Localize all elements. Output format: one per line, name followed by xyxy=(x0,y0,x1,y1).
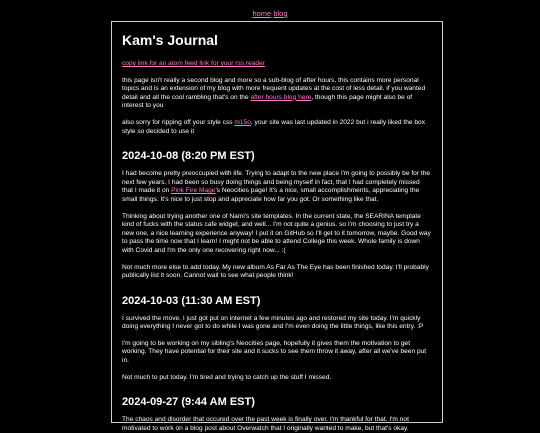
entry-text-end: 's Neocities page! It's a nice, small accomplishments, appreciating the small things. It's nice to just stop and appreciate how far you got. Or something like that. xyxy=(122,187,420,203)
after-hours-blog-link[interactable]: after hours blog here xyxy=(250,93,312,101)
credit-text-end: , your site was last updated in 2022 but i really liked the box style so decided to use it xyxy=(122,118,425,135)
intro-paragraph xyxy=(122,77,432,111)
entry-paragraph: I survived the move. I just got put on internet a few minutes ago and restored my site today. I'm quickly doing everything I never got to do while I was gone and I'm even doing the little things, like this entry. :P xyxy=(122,314,424,331)
m15o-link[interactable]: m15o xyxy=(234,118,251,126)
entry-paragraph: Not much to put today. I'm tired and trying to catch up the stuff I missed. xyxy=(122,373,332,381)
entry-paragraph: Not much more else to add today. My new album As Far As The Eye has been finished today. I'll probably publically list it soon. Cannot wait to see what people think! xyxy=(122,263,429,280)
nav-blog-link[interactable]: blog xyxy=(273,9,288,18)
atom-feed-link[interactable]: copy link for an atom feed link for your rss reader xyxy=(122,60,265,67)
entry-paragraph: I'm going to be working on my sibling's Neocities page, hopefully it gives them the motivation to get working. They have potential for their site and it sucks to see them throw it away, after all we've been put in. xyxy=(122,339,427,365)
credit-text: also sorry for ripping off your style css xyxy=(122,118,235,126)
intro-text: this page isn't really a second blog and more so a sub-blog of after hours, this contains more personal topics and is an extension of my blog with more frequent updates at the cost of less detail. if you wanted detail and all the cool rambling that's on the xyxy=(122,76,426,101)
entry-text: I had become pretty preoccupied with life. Trying to adapt to the new place I'm going to possibly be for the next few years. I had been so busy doing things and being myself in fact, that I had completely missed that I made it on xyxy=(122,170,431,195)
pink-fire-mage-link[interactable]: Pink Fire Mage xyxy=(171,187,216,195)
entry-paragraph: Thinking about trying another one of Nami's site templates. In the current state, the SEARINA template kind of fucks with the status cafe widget, and well... I'm not quite a genius. so I'm choosing to just try a new one, a nice learning experience anyway! I put it on GitHub so I'll get to it tomorrow, maybe. Good way to pass the time now that I learn! I might not be able to attend College this week. Whole family is down with Covid and I'm the only one recovering right now... :( xyxy=(122,212,431,254)
entry-paragraph xyxy=(122,170,432,204)
entry-date: 2024-09-27 (9:44 AM EST) xyxy=(122,396,255,409)
nav-home-link[interactable]: home xyxy=(252,9,272,18)
intro-text-end: , though this page might also be of interest to you xyxy=(122,93,413,110)
entry-date: 2024-10-03 (11:30 AM EST) xyxy=(122,294,261,307)
journal-box[interactable] xyxy=(111,21,443,432)
top-nav xyxy=(0,0,540,19)
credit-paragraph xyxy=(122,119,432,136)
feed-link-line xyxy=(122,60,432,69)
entry-date: 2024-10-08 (8:20 PM EST) xyxy=(122,150,255,163)
entry-paragraph: The chaos and disorder that occured over the past week is finally over. I'm thankful for that. I'm not motivated to work on a blog post about Overwatch that I originally wanted to make, but that's okay. xyxy=(122,416,409,432)
page-title: Kam's Journal xyxy=(122,32,218,48)
